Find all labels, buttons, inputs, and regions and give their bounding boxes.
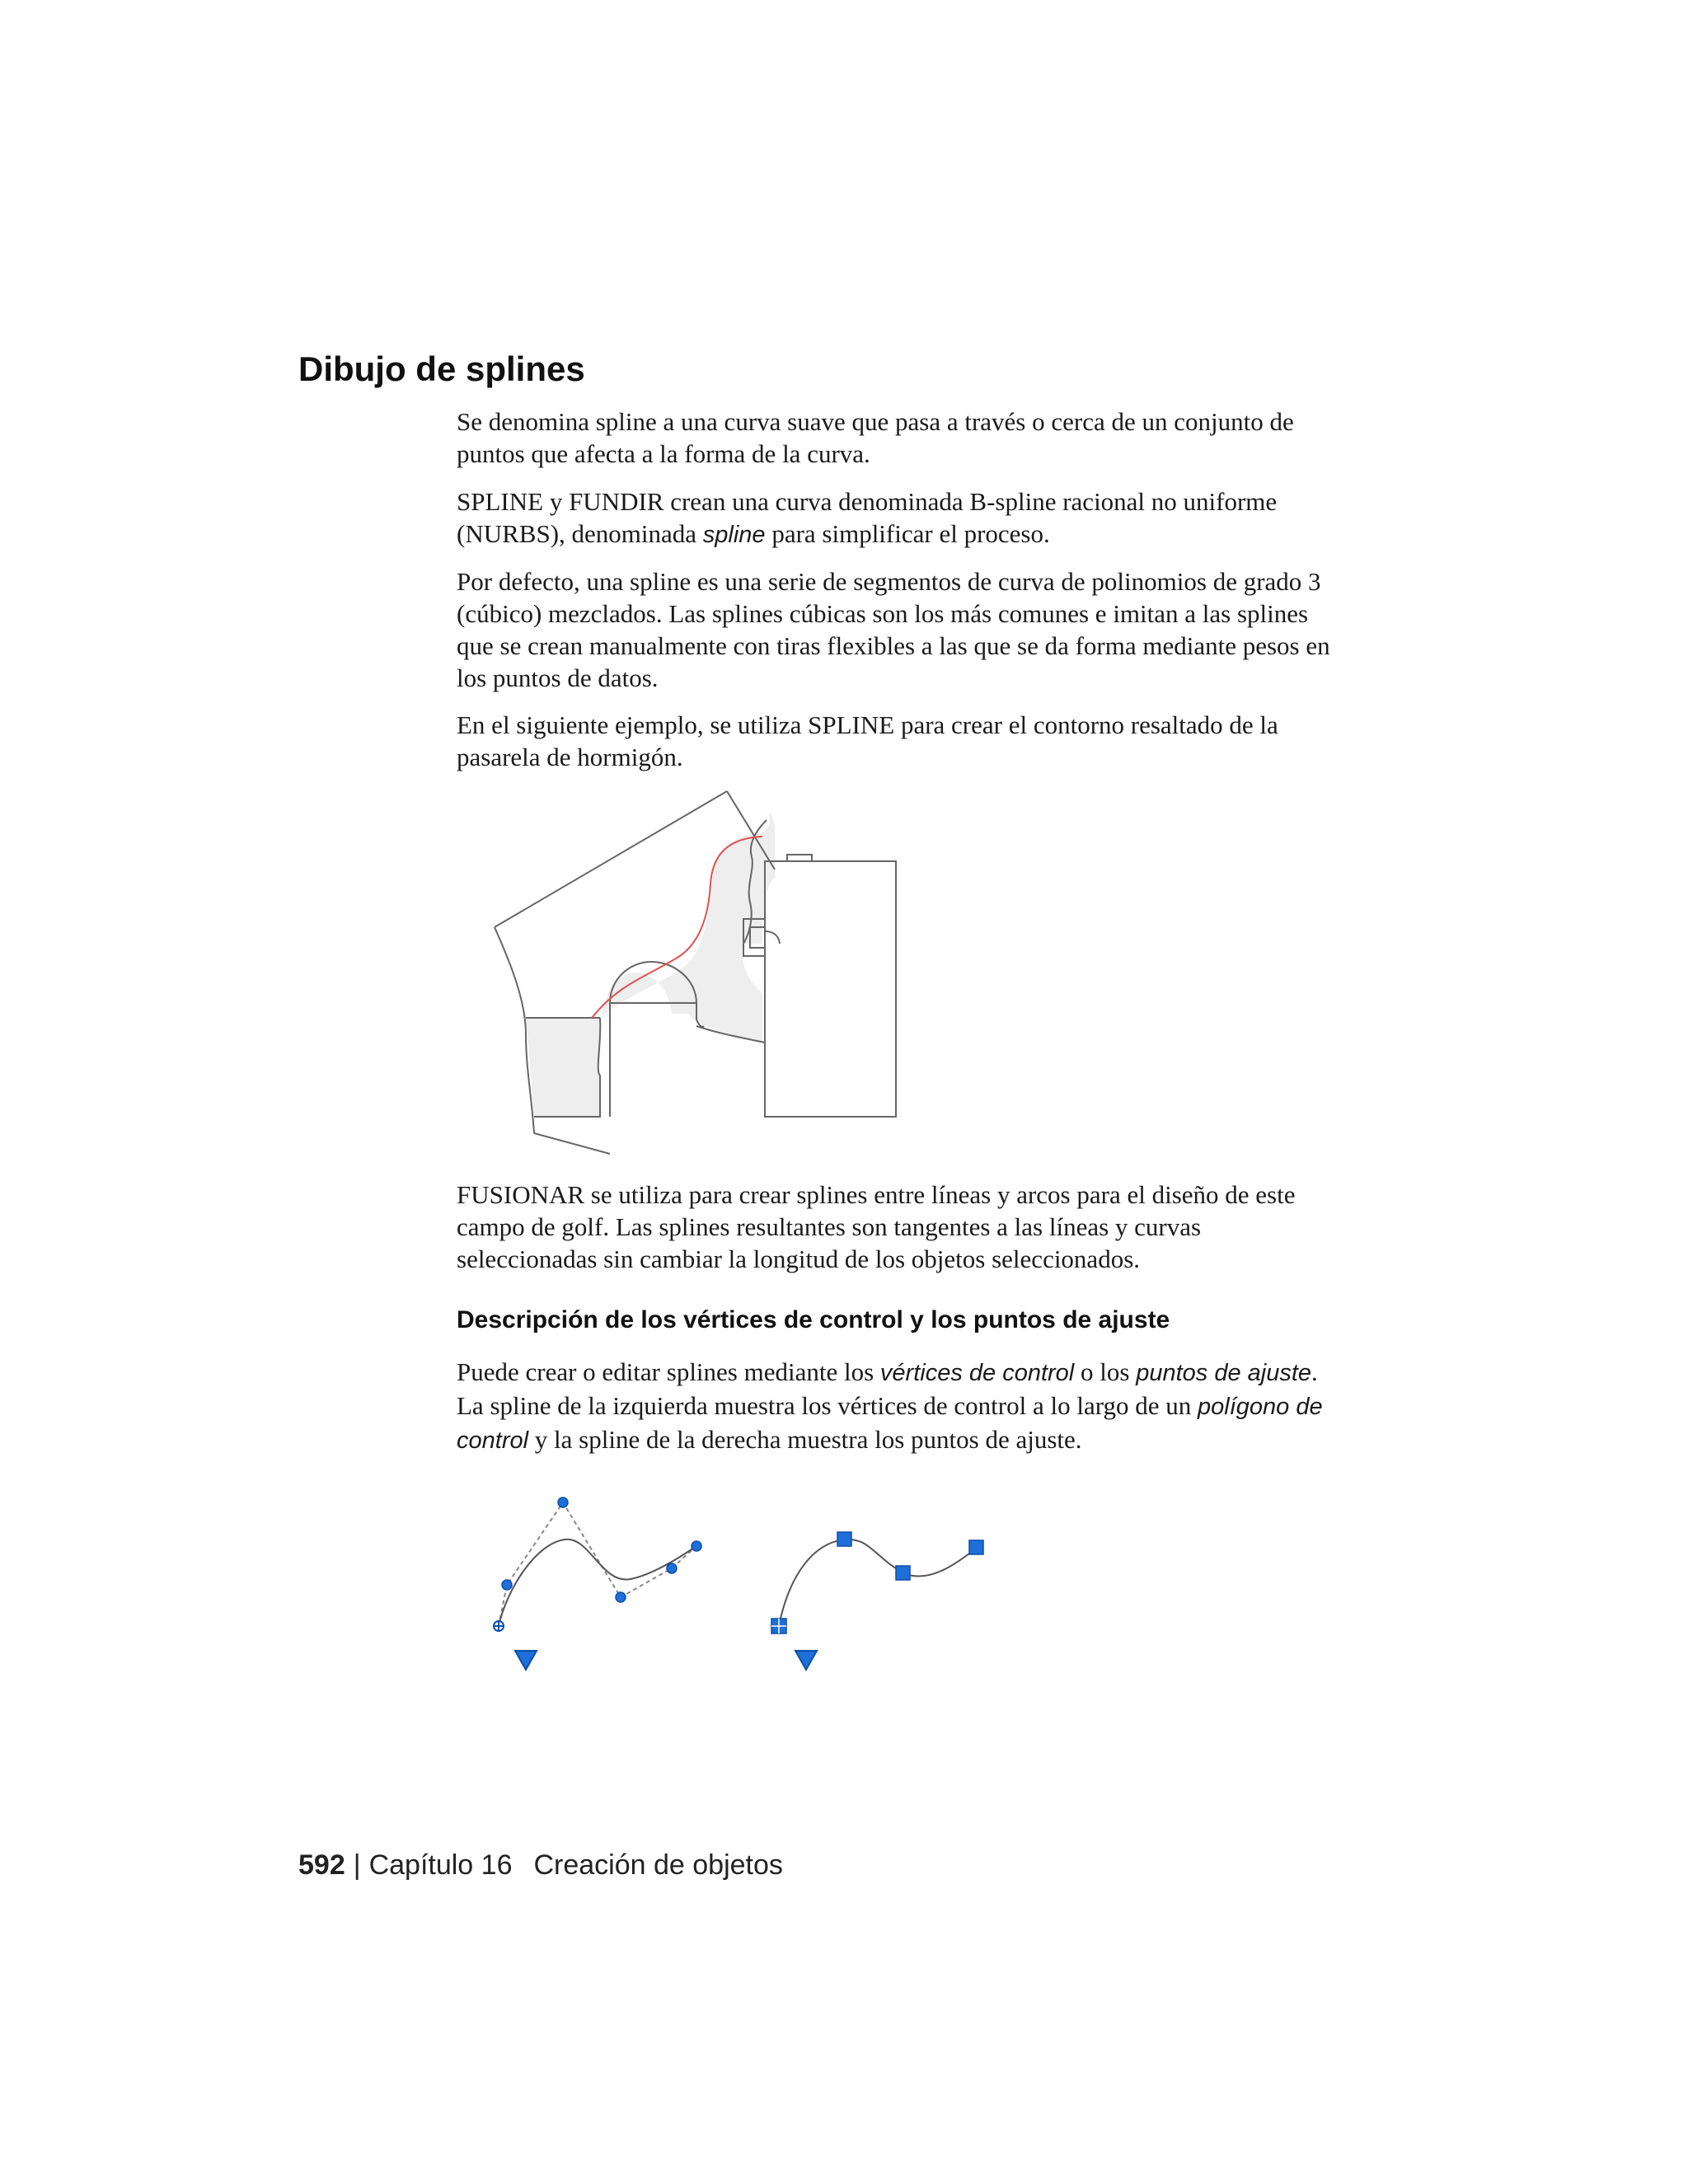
control-vertex — [667, 1563, 677, 1573]
building-tab — [787, 855, 812, 861]
page-title: Dibujo de splines — [298, 349, 585, 388]
text-run: . La spline de la izquierda muestra los vértices de control a lo largo de un — [457, 1357, 1318, 1420]
text-run: y la spline de la derecha muestra los puntos de ajuste. — [528, 1425, 1082, 1454]
fit-point — [896, 1566, 910, 1580]
fit-point — [969, 1540, 983, 1554]
chapter-label: Capítulo 16 — [368, 1849, 513, 1881]
control-vertices-figure — [486, 1490, 709, 1680]
walkway-fill-upper — [600, 832, 762, 1043]
emphasis-spline: spline — [702, 522, 766, 548]
text-run: para simplificar el proceso. — [765, 519, 1050, 548]
outer-edge-top — [495, 791, 727, 927]
text-run: SPLINE y FUNDIR crean una curva denominada B-spline racional no uniforme (NURBS), denominada — [457, 487, 1278, 548]
building-rect — [765, 861, 896, 1117]
page-footer — [298, 1849, 783, 1882]
chapter-title: Creación de objetos — [533, 1849, 783, 1881]
spline-curve — [779, 1540, 977, 1626]
emphasis-control-vertices: vértices de control — [879, 1360, 1075, 1386]
door-swing — [765, 931, 780, 944]
start-point-grip — [771, 1619, 786, 1633]
section-subheading: Descripción de los vértices de control y los puntos de ajuste — [457, 1306, 1170, 1333]
triangle-menu-grip — [795, 1651, 817, 1670]
walkway-spline-figure — [486, 787, 923, 1162]
control-vertex — [558, 1497, 568, 1507]
footer-separator: | — [353, 1849, 361, 1881]
control-vertex — [692, 1541, 701, 1551]
text-run: o los — [1074, 1357, 1137, 1386]
page-number: 592 — [298, 1849, 345, 1881]
emphasis-fit-points: puntos de ajuste — [1136, 1360, 1312, 1386]
outer-edge-bottom — [534, 1133, 610, 1154]
paragraph-example: En el siguiente ejemplo, se utiliza SPLINE para crear el contorno resaltado de la pasarela de hormigón. — [457, 710, 1278, 771]
spline-curve — [499, 1540, 696, 1626]
text-run: Puede crear o editar splines mediante los — [457, 1357, 880, 1386]
control-vertex — [616, 1592, 626, 1602]
triangle-menu-grip — [515, 1651, 537, 1670]
control-vertex — [502, 1580, 512, 1590]
emphasis-control-polygon: polígono de control — [457, 1394, 1323, 1454]
paragraph-vertices — [457, 1356, 1343, 1457]
paragraph-intro: Se denomina spline a una curva suave que pasa a través o cerca de un conjunto de puntos que afecta a la forma de la curva. — [457, 407, 1294, 468]
fit-points-figure — [762, 1490, 1001, 1680]
fit-point — [837, 1532, 851, 1546]
paragraph-nurbs — [457, 485, 1343, 551]
paragraph-default: Por defecto, una spline es una serie de segmentos de curva de polinomios de grado 3 (cúbico) mezclados. Las splines cúbicas son los más comunes e imitan a las splines que se crean manualmente con tiras flexibles a las que se da forma mediante pesos en los puntos de datos. — [457, 567, 1330, 692]
start-point-grip — [494, 1621, 504, 1631]
paragraph-fusionar: FUSIONAR se utiliza para crear splines entre líneas y arcos para el diseño de este campo de golf. Las splines resultantes son tangentes a las líneas y curvas seleccionadas sin cambiar la longitud de los objetos seleccionados. — [457, 1180, 1296, 1273]
walkway-fill-lower — [526, 1018, 600, 1117]
